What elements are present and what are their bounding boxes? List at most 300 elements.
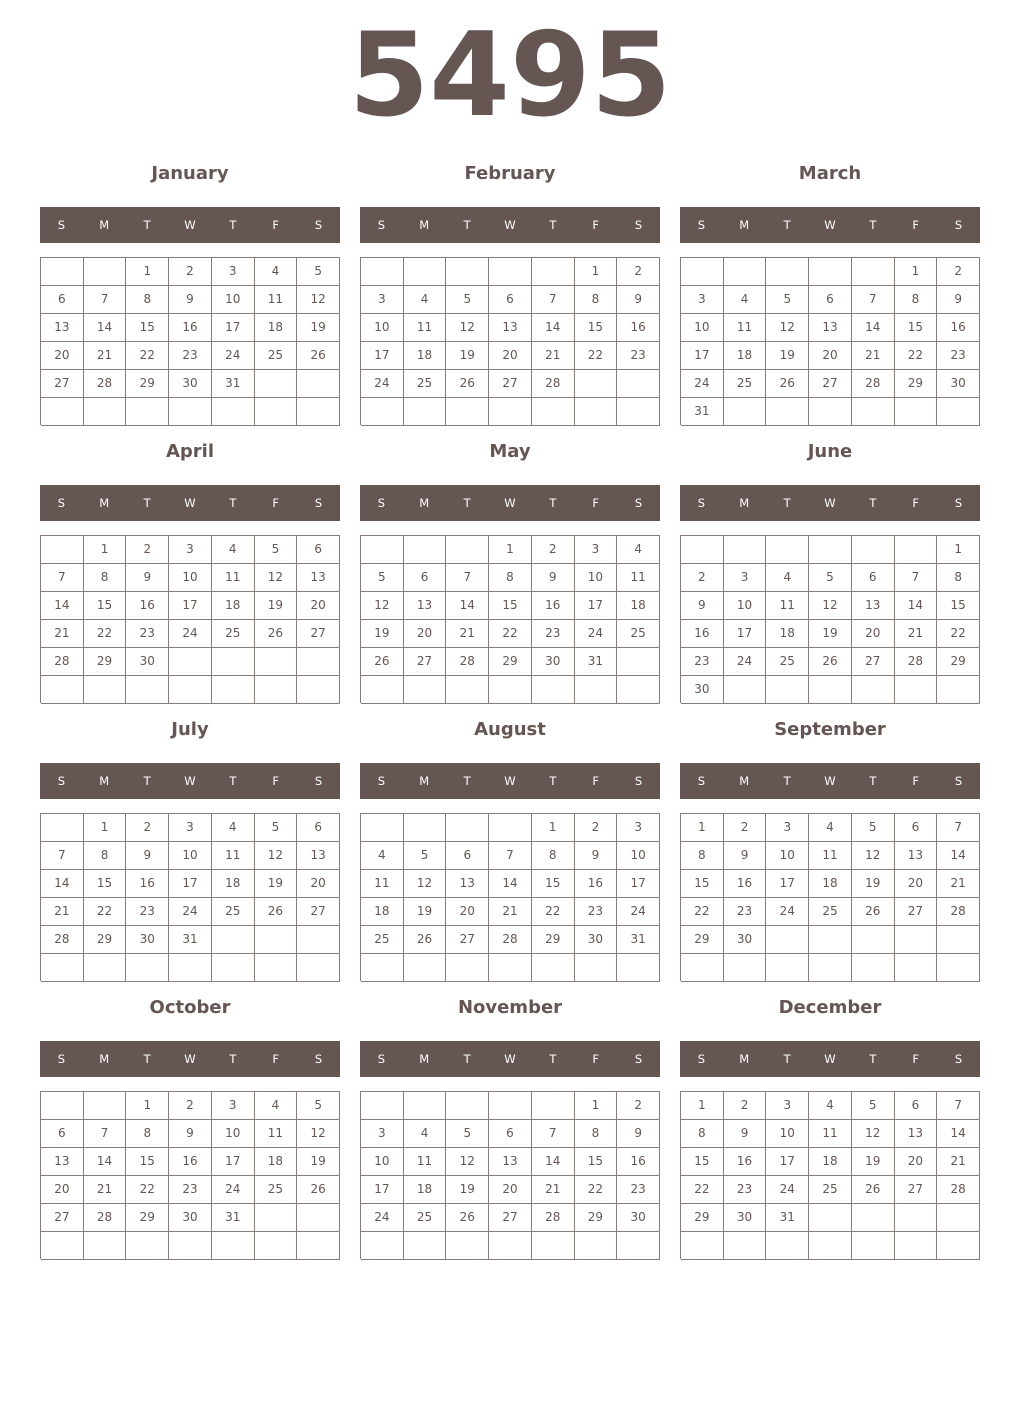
empty-day-cell bbox=[212, 954, 255, 982]
day-cell: 24 bbox=[617, 898, 660, 926]
empty-day-cell bbox=[212, 398, 255, 426]
day-cell: 26 bbox=[297, 1176, 340, 1204]
day-cell: 12 bbox=[446, 314, 489, 342]
day-cell: 17 bbox=[575, 592, 618, 620]
day-cell: 2 bbox=[169, 258, 212, 286]
day-cell: 16 bbox=[937, 314, 980, 342]
day-cell: 5 bbox=[255, 814, 298, 842]
empty-day-cell bbox=[361, 398, 404, 426]
empty-day-cell bbox=[895, 1232, 938, 1260]
day-cell: 14 bbox=[532, 1148, 575, 1176]
day-cell: 13 bbox=[404, 592, 447, 620]
day-cell: 7 bbox=[937, 1092, 980, 1120]
day-cell: 2 bbox=[724, 1092, 767, 1120]
day-cell: 9 bbox=[126, 842, 169, 870]
empty-day-cell bbox=[169, 398, 212, 426]
empty-day-cell bbox=[255, 954, 298, 982]
empty-day-cell bbox=[937, 1204, 980, 1232]
day-cell: 5 bbox=[766, 286, 809, 314]
day-cell: 21 bbox=[895, 620, 938, 648]
day-cell: 10 bbox=[766, 842, 809, 870]
day-cell: 13 bbox=[41, 1148, 84, 1176]
day-cell: 23 bbox=[169, 1176, 212, 1204]
empty-day-cell bbox=[41, 1092, 84, 1120]
day-cell: 29 bbox=[575, 1204, 618, 1232]
empty-day-cell bbox=[446, 398, 489, 426]
day-cell: 1 bbox=[84, 814, 127, 842]
empty-day-cell bbox=[404, 1232, 447, 1260]
day-cell: 14 bbox=[41, 592, 84, 620]
day-cell: 31 bbox=[212, 370, 255, 398]
day-cell: 10 bbox=[212, 286, 255, 314]
weekday-label: F bbox=[912, 496, 920, 510]
weekday-label: S bbox=[634, 496, 643, 510]
day-cell: 25 bbox=[404, 370, 447, 398]
day-cell: 11 bbox=[255, 1120, 298, 1148]
weekday-label: S bbox=[377, 218, 386, 232]
weekday-label: S bbox=[314, 1052, 323, 1066]
empty-day-cell bbox=[937, 1232, 980, 1260]
day-cell: 1 bbox=[575, 1092, 618, 1120]
day-cell: 14 bbox=[489, 870, 532, 898]
weekday-header bbox=[680, 1041, 980, 1077]
day-cell: 4 bbox=[404, 286, 447, 314]
weekday-label: T bbox=[549, 496, 557, 510]
day-cell: 16 bbox=[681, 620, 724, 648]
day-cell: 27 bbox=[297, 620, 340, 648]
day-cell: 31 bbox=[575, 648, 618, 676]
empty-day-cell bbox=[404, 258, 447, 286]
weekday-label: T bbox=[549, 1052, 557, 1066]
day-cell: 6 bbox=[489, 1120, 532, 1148]
empty-day-cell bbox=[404, 954, 447, 982]
day-cell: 5 bbox=[255, 536, 298, 564]
day-cell: 9 bbox=[617, 1120, 660, 1148]
day-cell: 23 bbox=[617, 1176, 660, 1204]
month-september bbox=[680, 712, 980, 982]
empty-day-cell bbox=[41, 536, 84, 564]
empty-day-cell bbox=[724, 676, 767, 704]
day-grid bbox=[360, 535, 660, 703]
weekday-label: S bbox=[314, 496, 323, 510]
day-cell: 3 bbox=[617, 814, 660, 842]
weekday-label: S bbox=[954, 218, 963, 232]
day-cell: 20 bbox=[41, 342, 84, 370]
day-cell: 9 bbox=[575, 842, 618, 870]
day-cell: 26 bbox=[446, 370, 489, 398]
day-cell: 18 bbox=[724, 342, 767, 370]
empty-day-cell bbox=[766, 258, 809, 286]
day-cell: 11 bbox=[766, 592, 809, 620]
day-cell: 31 bbox=[617, 926, 660, 954]
day-cell: 11 bbox=[404, 1148, 447, 1176]
day-cell: 11 bbox=[255, 286, 298, 314]
day-cell: 6 bbox=[41, 1120, 84, 1148]
month-name: October bbox=[149, 997, 231, 1018]
month-june bbox=[680, 434, 980, 704]
day-cell: 20 bbox=[895, 870, 938, 898]
empty-day-cell bbox=[852, 676, 895, 704]
day-cell: 27 bbox=[852, 648, 895, 676]
empty-day-cell bbox=[681, 1232, 724, 1260]
day-cell: 15 bbox=[532, 870, 575, 898]
day-cell: 5 bbox=[297, 258, 340, 286]
weekday-label: T bbox=[229, 1052, 237, 1066]
day-cell: 2 bbox=[126, 536, 169, 564]
day-cell: 28 bbox=[532, 370, 575, 398]
weekday-label: M bbox=[739, 1052, 750, 1066]
day-cell: 10 bbox=[575, 564, 618, 592]
day-cell: 2 bbox=[937, 258, 980, 286]
empty-day-cell bbox=[297, 398, 340, 426]
empty-day-cell bbox=[809, 398, 852, 426]
year-title: 5495 bbox=[348, 8, 672, 143]
weekday-label: S bbox=[697, 496, 706, 510]
empty-day-cell bbox=[617, 954, 660, 982]
day-cell: 25 bbox=[809, 1176, 852, 1204]
day-cell: 25 bbox=[212, 620, 255, 648]
empty-day-cell bbox=[255, 370, 298, 398]
empty-day-cell bbox=[169, 1232, 212, 1260]
weekday-label: S bbox=[314, 774, 323, 788]
weekday-label: T bbox=[143, 1052, 151, 1066]
day-cell: 9 bbox=[169, 1120, 212, 1148]
empty-day-cell bbox=[724, 536, 767, 564]
day-cell: 12 bbox=[852, 1120, 895, 1148]
day-cell: 29 bbox=[681, 926, 724, 954]
day-cell: 3 bbox=[212, 258, 255, 286]
day-cell: 30 bbox=[126, 926, 169, 954]
day-cell: 6 bbox=[852, 564, 895, 592]
empty-day-cell bbox=[489, 258, 532, 286]
day-cell: 30 bbox=[532, 648, 575, 676]
day-cell: 24 bbox=[575, 620, 618, 648]
day-cell: 26 bbox=[404, 926, 447, 954]
day-cell: 8 bbox=[937, 564, 980, 592]
day-cell: 31 bbox=[681, 398, 724, 426]
day-cell: 30 bbox=[937, 370, 980, 398]
day-cell: 25 bbox=[404, 1204, 447, 1232]
day-cell: 19 bbox=[255, 870, 298, 898]
day-cell: 18 bbox=[361, 898, 404, 926]
day-grid bbox=[680, 257, 980, 425]
day-cell: 2 bbox=[617, 258, 660, 286]
day-cell: 8 bbox=[895, 286, 938, 314]
day-cell: 16 bbox=[126, 870, 169, 898]
day-cell: 16 bbox=[724, 1148, 767, 1176]
day-cell: 6 bbox=[446, 842, 489, 870]
weekday-label: S bbox=[57, 218, 66, 232]
day-cell: 4 bbox=[361, 842, 404, 870]
day-cell: 4 bbox=[766, 564, 809, 592]
empty-day-cell bbox=[617, 370, 660, 398]
day-cell: 5 bbox=[809, 564, 852, 592]
empty-day-cell bbox=[809, 1232, 852, 1260]
day-cell: 8 bbox=[681, 1120, 724, 1148]
day-cell: 17 bbox=[169, 592, 212, 620]
day-cell: 3 bbox=[212, 1092, 255, 1120]
empty-day-cell bbox=[41, 814, 84, 842]
day-cell: 30 bbox=[681, 676, 724, 704]
day-cell: 7 bbox=[532, 1120, 575, 1148]
day-cell: 28 bbox=[41, 926, 84, 954]
day-cell: 17 bbox=[361, 1176, 404, 1204]
weekday-label: W bbox=[184, 496, 196, 510]
day-cell: 18 bbox=[255, 1148, 298, 1176]
empty-day-cell bbox=[617, 1232, 660, 1260]
day-cell: 7 bbox=[84, 1120, 127, 1148]
day-cell: 16 bbox=[532, 592, 575, 620]
weekday-label: S bbox=[954, 774, 963, 788]
empty-day-cell bbox=[852, 926, 895, 954]
empty-day-cell bbox=[41, 258, 84, 286]
empty-day-cell bbox=[724, 954, 767, 982]
weekday-header bbox=[360, 207, 660, 243]
weekday-label: M bbox=[99, 774, 110, 788]
day-cell: 6 bbox=[297, 536, 340, 564]
day-cell: 7 bbox=[852, 286, 895, 314]
day-cell: 3 bbox=[361, 286, 404, 314]
empty-day-cell bbox=[532, 1232, 575, 1260]
day-cell: 29 bbox=[126, 1204, 169, 1232]
day-cell: 5 bbox=[446, 1120, 489, 1148]
weekday-label: W bbox=[824, 218, 836, 232]
day-cell: 22 bbox=[575, 342, 618, 370]
day-cell: 24 bbox=[681, 370, 724, 398]
day-cell: 20 bbox=[297, 592, 340, 620]
empty-day-cell bbox=[489, 398, 532, 426]
day-cell: 24 bbox=[169, 620, 212, 648]
empty-day-cell bbox=[255, 1204, 298, 1232]
day-cell: 21 bbox=[489, 898, 532, 926]
day-cell: 15 bbox=[126, 314, 169, 342]
empty-day-cell bbox=[809, 676, 852, 704]
day-cell: 11 bbox=[212, 842, 255, 870]
day-cell: 27 bbox=[297, 898, 340, 926]
day-cell: 21 bbox=[84, 342, 127, 370]
day-cell: 14 bbox=[852, 314, 895, 342]
weekday-label: S bbox=[697, 774, 706, 788]
day-cell: 1 bbox=[489, 536, 532, 564]
day-cell: 25 bbox=[361, 926, 404, 954]
day-cell: 2 bbox=[532, 536, 575, 564]
day-cell: 22 bbox=[937, 620, 980, 648]
weekday-label: M bbox=[419, 496, 430, 510]
day-cell: 17 bbox=[617, 870, 660, 898]
day-grid bbox=[40, 535, 340, 703]
weekday-label: M bbox=[99, 1052, 110, 1066]
day-cell: 26 bbox=[766, 370, 809, 398]
day-cell: 30 bbox=[724, 1204, 767, 1232]
empty-day-cell bbox=[41, 676, 84, 704]
day-cell: 8 bbox=[84, 842, 127, 870]
day-cell: 20 bbox=[489, 1176, 532, 1204]
day-cell: 3 bbox=[724, 564, 767, 592]
day-cell: 5 bbox=[297, 1092, 340, 1120]
day-cell: 21 bbox=[446, 620, 489, 648]
day-cell: 8 bbox=[532, 842, 575, 870]
weekday-label: T bbox=[869, 774, 877, 788]
empty-day-cell bbox=[489, 676, 532, 704]
day-cell: 9 bbox=[126, 564, 169, 592]
day-cell: 25 bbox=[617, 620, 660, 648]
empty-day-cell bbox=[41, 398, 84, 426]
weekday-label: W bbox=[504, 496, 516, 510]
day-cell: 22 bbox=[489, 620, 532, 648]
day-cell: 25 bbox=[724, 370, 767, 398]
day-cell: 10 bbox=[169, 842, 212, 870]
empty-day-cell bbox=[532, 258, 575, 286]
weekday-label: S bbox=[57, 1052, 66, 1066]
empty-day-cell bbox=[361, 954, 404, 982]
weekday-label: F bbox=[592, 218, 600, 232]
day-cell: 3 bbox=[766, 814, 809, 842]
day-cell: 29 bbox=[681, 1204, 724, 1232]
month-name: May bbox=[489, 441, 531, 462]
day-cell: 27 bbox=[404, 648, 447, 676]
day-cell: 20 bbox=[41, 1176, 84, 1204]
weekday-header bbox=[40, 1041, 340, 1077]
day-cell: 30 bbox=[617, 1204, 660, 1232]
day-cell: 3 bbox=[169, 814, 212, 842]
weekday-label: F bbox=[592, 1052, 600, 1066]
day-cell: 28 bbox=[489, 926, 532, 954]
empty-day-cell bbox=[297, 926, 340, 954]
month-name: July bbox=[171, 719, 209, 740]
day-cell: 8 bbox=[489, 564, 532, 592]
day-cell: 19 bbox=[297, 314, 340, 342]
empty-day-cell bbox=[489, 1232, 532, 1260]
day-cell: 20 bbox=[297, 870, 340, 898]
empty-day-cell bbox=[809, 954, 852, 982]
weekday-label: M bbox=[99, 218, 110, 232]
day-cell: 1 bbox=[126, 258, 169, 286]
empty-day-cell bbox=[212, 926, 255, 954]
weekday-label: F bbox=[592, 496, 600, 510]
empty-day-cell bbox=[255, 926, 298, 954]
day-cell: 30 bbox=[126, 648, 169, 676]
weekday-label: T bbox=[549, 774, 557, 788]
day-cell: 15 bbox=[84, 870, 127, 898]
empty-day-cell bbox=[766, 1232, 809, 1260]
empty-day-cell bbox=[446, 676, 489, 704]
day-grid bbox=[680, 1091, 980, 1259]
day-cell: 14 bbox=[937, 1120, 980, 1148]
day-cell: 9 bbox=[724, 1120, 767, 1148]
day-cell: 7 bbox=[84, 286, 127, 314]
day-cell: 28 bbox=[41, 648, 84, 676]
day-cell: 7 bbox=[532, 286, 575, 314]
day-cell: 23 bbox=[724, 1176, 767, 1204]
day-cell: 12 bbox=[809, 592, 852, 620]
day-cell: 2 bbox=[617, 1092, 660, 1120]
empty-day-cell bbox=[724, 398, 767, 426]
month-name: November bbox=[457, 997, 563, 1018]
day-grid bbox=[360, 257, 660, 425]
day-cell: 28 bbox=[84, 370, 127, 398]
empty-day-cell bbox=[895, 954, 938, 982]
day-cell: 13 bbox=[297, 564, 340, 592]
weekday-label: F bbox=[912, 774, 920, 788]
day-cell: 22 bbox=[126, 342, 169, 370]
day-cell: 24 bbox=[724, 648, 767, 676]
day-cell: 22 bbox=[126, 1176, 169, 1204]
day-cell: 14 bbox=[895, 592, 938, 620]
weekday-label: M bbox=[419, 774, 430, 788]
empty-day-cell bbox=[489, 814, 532, 842]
empty-day-cell bbox=[169, 954, 212, 982]
empty-day-cell bbox=[446, 536, 489, 564]
day-cell: 15 bbox=[489, 592, 532, 620]
day-cell: 19 bbox=[446, 342, 489, 370]
weekday-label: W bbox=[824, 774, 836, 788]
day-cell: 18 bbox=[212, 592, 255, 620]
empty-day-cell bbox=[575, 398, 618, 426]
day-cell: 3 bbox=[766, 1092, 809, 1120]
day-cell: 28 bbox=[532, 1204, 575, 1232]
day-cell: 13 bbox=[297, 842, 340, 870]
day-cell: 4 bbox=[809, 1092, 852, 1120]
day-cell: 12 bbox=[852, 842, 895, 870]
day-cell: 4 bbox=[724, 286, 767, 314]
empty-day-cell bbox=[852, 1204, 895, 1232]
empty-day-cell bbox=[937, 926, 980, 954]
day-cell: 18 bbox=[404, 342, 447, 370]
day-cell: 22 bbox=[681, 1176, 724, 1204]
weekday-label: F bbox=[592, 774, 600, 788]
day-grid bbox=[680, 813, 980, 981]
day-cell: 24 bbox=[212, 1176, 255, 1204]
month-name: April bbox=[165, 441, 215, 462]
day-cell: 28 bbox=[937, 898, 980, 926]
day-cell: 26 bbox=[446, 1204, 489, 1232]
day-cell: 30 bbox=[169, 370, 212, 398]
day-cell: 26 bbox=[297, 342, 340, 370]
day-cell: 16 bbox=[617, 314, 660, 342]
day-cell: 14 bbox=[41, 870, 84, 898]
day-cell: 28 bbox=[446, 648, 489, 676]
empty-day-cell bbox=[446, 954, 489, 982]
day-cell: 25 bbox=[255, 1176, 298, 1204]
day-cell: 21 bbox=[532, 342, 575, 370]
empty-day-cell bbox=[126, 676, 169, 704]
day-cell: 14 bbox=[937, 842, 980, 870]
day-cell: 11 bbox=[617, 564, 660, 592]
day-cell: 1 bbox=[532, 814, 575, 842]
day-cell: 17 bbox=[212, 314, 255, 342]
day-cell: 19 bbox=[809, 620, 852, 648]
weekday-label: T bbox=[229, 496, 237, 510]
day-cell: 24 bbox=[361, 1204, 404, 1232]
weekday-label: M bbox=[419, 1052, 430, 1066]
empty-day-cell bbox=[297, 1204, 340, 1232]
day-cell: 18 bbox=[255, 314, 298, 342]
day-cell: 1 bbox=[681, 814, 724, 842]
day-cell: 26 bbox=[809, 648, 852, 676]
day-cell: 15 bbox=[575, 1148, 618, 1176]
empty-day-cell bbox=[766, 954, 809, 982]
empty-day-cell bbox=[84, 1232, 127, 1260]
weekday-label: F bbox=[272, 774, 280, 788]
day-cell: 16 bbox=[126, 592, 169, 620]
months-grid bbox=[40, 156, 980, 1260]
weekday-label: T bbox=[783, 218, 791, 232]
day-cell: 2 bbox=[681, 564, 724, 592]
day-cell: 8 bbox=[126, 286, 169, 314]
day-cell: 13 bbox=[852, 592, 895, 620]
weekday-label: T bbox=[869, 496, 877, 510]
day-cell: 19 bbox=[404, 898, 447, 926]
